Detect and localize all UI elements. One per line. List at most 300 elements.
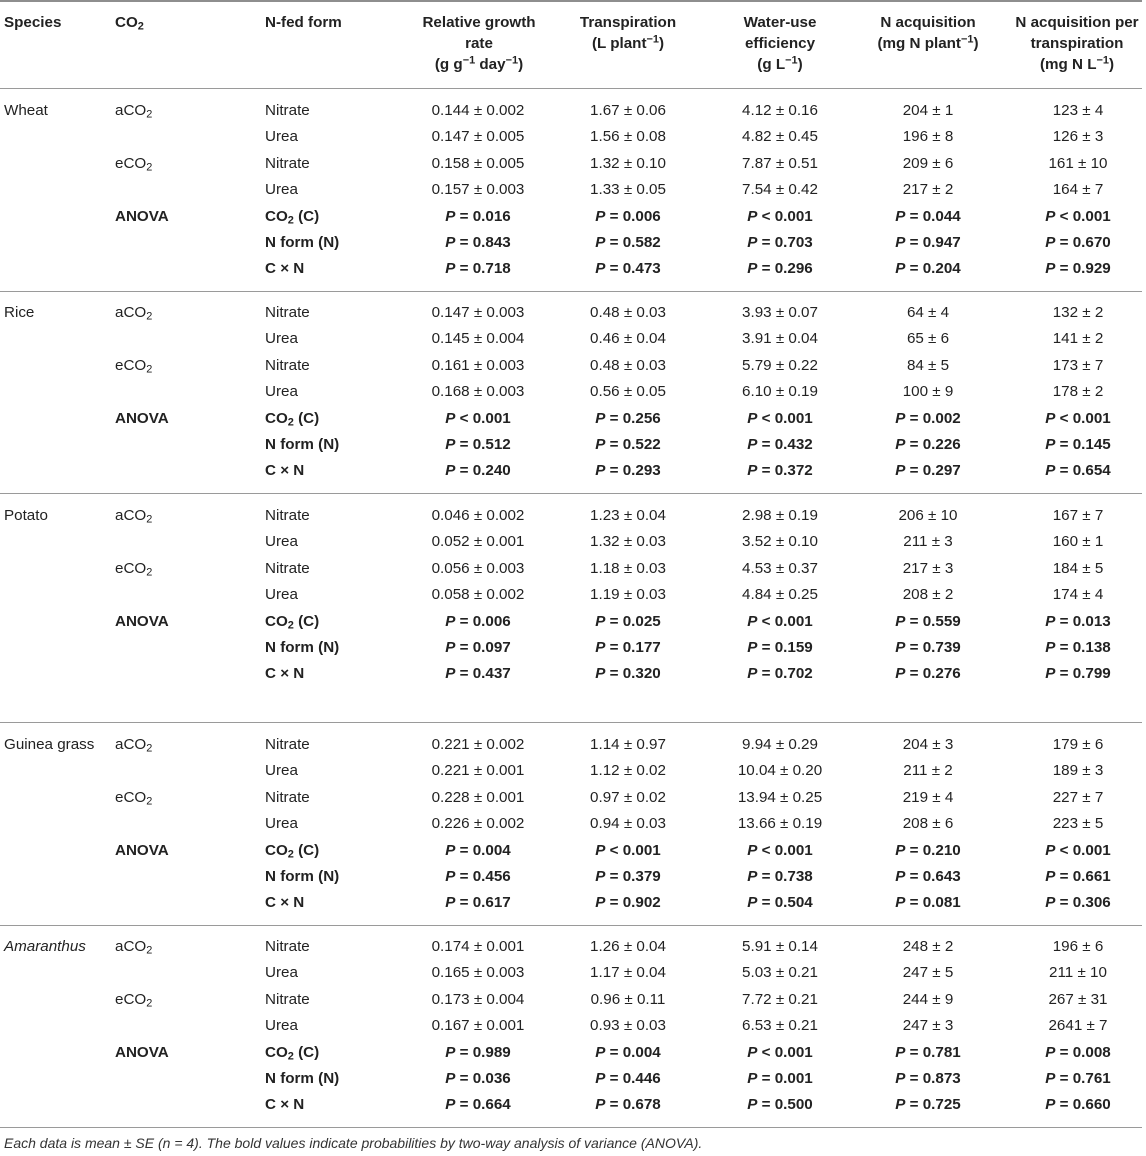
p-value-relative-growth-rate [398, 1044, 558, 1062]
p-value-text: = 0.296 [757, 260, 813, 278]
p-value-n-acquisition [848, 613, 1008, 631]
p-value-n-acquisition [848, 462, 1008, 480]
p-value-n-acquisition [848, 436, 1008, 454]
value-n-acquisition: 204 ± 3 [902, 736, 954, 753]
value-n-acquisition: 208 ± 6 [902, 815, 954, 833]
n-form-label: Nitrate [265, 507, 310, 524]
header-bottom-rule [0, 88, 1142, 89]
p-value-text: = 0.947 [905, 234, 961, 251]
co2-level-subscript: 2 [146, 566, 153, 579]
p-symbol: P [595, 462, 606, 480]
p-value-relative-growth-rate [398, 894, 558, 912]
n-form-label: Urea [265, 762, 298, 780]
p-value-transpiration [548, 894, 708, 912]
value-water-use-efficiency: 4.84 ± 0.25 [742, 586, 818, 604]
value-n-acquisition-per-transpiration: 132 ± 2 [1052, 304, 1104, 321]
value-water-use-efficiency: 6.53 ± 0.21 [742, 1017, 818, 1035]
value-n-acquisition: 244 ± 9 [902, 990, 954, 1008]
p-value-water-use-efficiency [700, 234, 860, 252]
n-form-label: Urea [265, 128, 298, 146]
value-n-acquisition: 65 ± 6 [906, 330, 950, 348]
p-value-text: = 0.036 [455, 1070, 511, 1087]
p-symbol: P [445, 894, 456, 912]
value-transpiration: 1.67 ± 0.06 [590, 102, 666, 119]
p-symbol: P [1045, 1070, 1056, 1087]
value-n-acquisition-per-transpiration: 179 ± 6 [1052, 736, 1104, 753]
value-relative-growth-rate: 0.167 ± 0.001 [431, 1017, 525, 1035]
p-symbol: P [1045, 894, 1056, 912]
p-value-text: = 0.437 [455, 665, 511, 683]
anova-factor-text: CO [265, 409, 288, 427]
anova-factor-text: (C) [293, 207, 320, 225]
p-symbol: P [445, 260, 456, 278]
value-n-acquisition-per-transpiration: 196 ± 6 [1052, 938, 1104, 955]
p-value-text: < 0.001 [1055, 207, 1111, 225]
p-value-text: < 0.001 [757, 612, 813, 630]
n-form-label: Nitrate [265, 736, 310, 753]
p-value-transpiration [548, 410, 708, 428]
anova-label: ANOVA [115, 612, 169, 630]
p-value-text: = 0.097 [455, 639, 511, 656]
p-value-n-acquisition-per-transpiration [998, 436, 1146, 454]
value-relative-growth-rate: 0.228 ± 0.001 [431, 788, 525, 806]
p-symbol: P [747, 612, 758, 630]
table-top-rule [0, 0, 1142, 2]
anova-factor-subscript: 2 [287, 416, 294, 429]
value-n-acquisition-per-transpiration: 184 ± 5 [1052, 559, 1104, 577]
p-symbol: P [595, 1096, 606, 1114]
n-form-label: Nitrate [265, 154, 310, 172]
p-value-n-acquisition [848, 410, 1008, 428]
header-n-acquisition-per-transpiration: N acquisition per transpiration (mg N $L^{-1}$) [1015, 14, 1139, 73]
p-value-text: = 0.177 [605, 639, 661, 656]
value-n-acquisition: 217 ± 2 [902, 181, 954, 199]
anova-label: ANOVA [115, 1043, 169, 1061]
p-symbol: P [1045, 207, 1056, 225]
p-value-text: = 0.293 [605, 462, 661, 480]
value-transpiration: 1.14 ± 0.97 [590, 736, 666, 753]
value-n-acquisition: 208 ± 2 [902, 586, 954, 604]
value-transpiration: 1.23 ± 0.04 [590, 507, 666, 524]
p-symbol: P [895, 234, 906, 251]
p-value-text: = 0.456 [455, 868, 511, 885]
p-value-text: = 0.989 [455, 1043, 511, 1061]
p-symbol: P [747, 1043, 758, 1061]
p-value-transpiration [548, 1096, 708, 1114]
co2-level [115, 304, 152, 322]
value-transpiration: 1.19 ± 0.03 [590, 586, 666, 604]
value-n-acquisition-per-transpiration: 178 ± 2 [1052, 383, 1104, 401]
value-n-acquisition-per-transpiration: 126 ± 3 [1052, 128, 1104, 146]
p-value-water-use-efficiency [700, 208, 860, 226]
value-relative-growth-rate: 0.158 ± 0.005 [431, 154, 525, 172]
anova-factor-n-form: N form (N) [265, 868, 340, 885]
anova-factor-text: CO [265, 207, 288, 225]
value-water-use-efficiency: 3.52 ± 0.10 [742, 533, 818, 551]
value-n-acquisition: 247 ± 3 [902, 1017, 954, 1035]
value-n-acquisition: 204 ± 1 [902, 102, 954, 119]
p-value-text: = 0.902 [605, 894, 661, 912]
p-value-text: = 0.718 [455, 260, 511, 278]
p-value-text: = 0.004 [455, 841, 511, 859]
n-form-label: Nitrate [265, 788, 310, 806]
co2-level-text: eCO [115, 990, 147, 1008]
p-symbol: P [445, 409, 456, 427]
value-relative-growth-rate: 0.221 ± 0.001 [431, 762, 525, 780]
p-symbol: P [445, 1070, 456, 1087]
p-value-text: = 0.702 [757, 665, 813, 683]
p-value-water-use-efficiency [700, 1044, 860, 1062]
p-value-n-acquisition [848, 639, 1008, 657]
p-symbol: P [595, 639, 606, 656]
group-divider [0, 1127, 1142, 1128]
value-n-acquisition-per-transpiration: 189 ± 3 [1052, 762, 1104, 780]
p-symbol: P [445, 462, 456, 480]
p-value-text: = 0.670 [1055, 234, 1111, 251]
value-relative-growth-rate: 0.157 ± 0.003 [431, 181, 525, 199]
value-transpiration: 0.46 ± 0.04 [590, 330, 666, 348]
p-value-text: = 0.008 [1055, 1043, 1111, 1061]
p-value-text: = 0.559 [905, 612, 961, 630]
value-water-use-efficiency: 3.93 ± 0.07 [742, 304, 818, 321]
p-value-text: = 0.929 [1055, 260, 1111, 278]
value-transpiration: 1.33 ± 0.05 [590, 181, 666, 199]
p-value-text: = 0.276 [905, 665, 961, 683]
value-transpiration: 0.48 ± 0.03 [590, 304, 666, 321]
n-form-label: Urea [265, 330, 298, 348]
co2-level-subscript: 2 [146, 513, 153, 526]
p-value-text: = 0.044 [905, 207, 961, 225]
value-transpiration: 1.18 ± 0.03 [590, 559, 666, 577]
p-value-text: < 0.001 [757, 409, 813, 427]
group-divider [0, 722, 1142, 723]
p-value-water-use-efficiency [700, 436, 860, 454]
p-symbol: P [595, 260, 606, 278]
p-symbol: P [445, 612, 456, 630]
value-relative-growth-rate: 0.161 ± 0.003 [431, 356, 525, 374]
p-value-text: = 0.159 [757, 639, 813, 656]
value-n-acquisition-per-transpiration: 174 ± 4 [1052, 586, 1104, 604]
p-value-water-use-efficiency [700, 613, 860, 631]
p-value-relative-growth-rate [398, 665, 558, 683]
value-water-use-efficiency: 13.94 ± 0.25 [737, 788, 823, 806]
value-water-use-efficiency: 6.10 ± 0.19 [742, 383, 818, 401]
value-relative-growth-rate: 0.058 ± 0.002 [431, 586, 525, 604]
co2-level-subscript: 2 [146, 795, 153, 808]
anova-factor-subscript: 2 [287, 1050, 294, 1063]
anova-factor-n-form: N form (N) [265, 1070, 340, 1087]
n-form-label: Urea [265, 586, 298, 604]
p-value-text: = 0.006 [455, 612, 511, 630]
p-value-text: < 0.001 [1055, 409, 1111, 427]
p-value-n-acquisition [848, 1070, 1008, 1088]
p-symbol: P [1045, 639, 1056, 656]
anova-factor-subscript: 2 [287, 619, 294, 632]
anova-factor-subscript: 2 [287, 214, 294, 227]
value-transpiration: 0.94 ± 0.03 [590, 815, 666, 833]
p-value-text: = 0.504 [757, 894, 813, 912]
p-value-text: = 0.016 [455, 207, 511, 225]
value-water-use-efficiency: 5.03 ± 0.21 [742, 964, 818, 982]
n-form-label: Nitrate [265, 559, 310, 577]
species-name: Guinea grass [4, 736, 95, 753]
co2-level-text: aCO [115, 102, 147, 119]
value-n-acquisition: 84 ± 5 [906, 356, 950, 374]
p-symbol: P [895, 1096, 906, 1114]
value-relative-growth-rate: 0.147 ± 0.005 [431, 128, 525, 146]
p-value-text: = 0.654 [1055, 462, 1111, 480]
value-relative-growth-rate: 0.145 ± 0.004 [431, 330, 525, 348]
p-symbol: P [1045, 665, 1056, 683]
co2-level-text: eCO [115, 356, 147, 374]
p-value-water-use-efficiency [700, 1096, 860, 1114]
value-water-use-efficiency: 9.94 ± 0.29 [742, 736, 818, 753]
value-n-acquisition-per-transpiration: 223 ± 5 [1052, 815, 1104, 833]
p-symbol: P [1045, 1043, 1056, 1061]
group-divider [0, 925, 1142, 926]
value-relative-growth-rate: 0.046 ± 0.002 [431, 507, 525, 524]
co2-level-subscript: 2 [146, 944, 153, 957]
p-value-text: = 0.379 [605, 868, 661, 885]
p-symbol: P [747, 1096, 758, 1114]
p-value-n-acquisition [848, 842, 1008, 860]
p-value-n-acquisition-per-transpiration [998, 842, 1146, 860]
p-symbol: P [1045, 409, 1056, 427]
header-n-acquisition: N acquisition (mg N plant$^{-1}$) [877, 14, 979, 52]
value-water-use-efficiency: 5.79 ± 0.22 [742, 356, 818, 374]
p-value-transpiration [548, 1070, 708, 1088]
p-symbol: P [595, 1070, 606, 1087]
p-value-text: = 0.738 [757, 868, 813, 885]
value-water-use-efficiency: 7.87 ± 0.51 [742, 154, 818, 172]
p-symbol: P [445, 639, 456, 656]
p-symbol: P [1045, 1096, 1056, 1114]
p-value-n-acquisition-per-transpiration [998, 868, 1146, 886]
p-value-n-acquisition-per-transpiration [998, 462, 1146, 480]
p-symbol: P [895, 894, 906, 912]
p-value-text: = 0.025 [605, 612, 661, 630]
value-transpiration: 1.26 ± 0.04 [590, 938, 666, 955]
p-value-text: = 0.522 [605, 436, 661, 453]
p-value-relative-growth-rate [398, 234, 558, 252]
p-symbol: P [747, 207, 758, 225]
p-symbol: P [445, 207, 456, 225]
p-symbol: P [595, 409, 606, 427]
species-name: Potato [4, 507, 48, 524]
p-value-relative-growth-rate [398, 868, 558, 886]
co2-level-subscript: 2 [146, 742, 153, 755]
p-value-n-acquisition [848, 665, 1008, 683]
header-water-use-efficiency: Water-use efficiency (g $L^{-1}$) [743, 14, 817, 73]
p-value-transpiration [548, 234, 708, 252]
value-relative-growth-rate: 0.226 ± 0.002 [431, 815, 525, 833]
p-value-text: < 0.001 [757, 1043, 813, 1061]
p-value-relative-growth-rate [398, 410, 558, 428]
p-value-n-acquisition-per-transpiration [998, 1070, 1146, 1088]
p-value-text: = 0.781 [905, 1043, 961, 1061]
p-value-text: = 0.081 [905, 894, 961, 912]
p-symbol: P [747, 1070, 758, 1087]
p-value-n-acquisition-per-transpiration [998, 1096, 1146, 1114]
p-symbol: P [747, 436, 758, 453]
value-n-acquisition: 219 ± 4 [902, 788, 954, 806]
species-name: Rice [4, 304, 35, 321]
p-symbol: P [595, 1043, 606, 1061]
p-value-relative-growth-rate [398, 842, 558, 860]
p-symbol: P [1045, 260, 1056, 278]
co2-level-subscript: 2 [146, 108, 153, 121]
p-value-text: = 0.306 [1055, 894, 1111, 912]
n-form-label: Nitrate [265, 356, 310, 374]
value-n-acquisition-per-transpiration: 160 ± 1 [1052, 533, 1104, 551]
p-value-water-use-efficiency [700, 410, 860, 428]
value-transpiration: 1.32 ± 0.10 [590, 154, 666, 172]
p-value-relative-growth-rate [398, 1070, 558, 1088]
value-n-acquisition-per-transpiration: 227 ± 7 [1052, 788, 1104, 806]
anova-factor-text: (C) [293, 612, 320, 630]
p-value-text: = 0.002 [905, 409, 961, 427]
value-relative-growth-rate: 0.165 ± 0.003 [431, 964, 525, 982]
anova-factor-interaction: C × N [265, 894, 305, 912]
anova-label: ANOVA [115, 207, 169, 225]
anova-factor-text: CO [265, 1043, 288, 1061]
table-footnote: Each data is mean ± SE (n = 4). The bold values indicate probabilities by two-way analysis of variance (ANOVA). [4, 1135, 703, 1151]
p-value-text: = 0.799 [1055, 665, 1111, 683]
n-form-label: Nitrate [265, 990, 310, 1008]
p-value-text: < 0.001 [605, 841, 661, 859]
p-symbol: P [445, 665, 456, 683]
value-transpiration: 1.12 ± 0.02 [590, 762, 666, 780]
n-form-label: Urea [265, 964, 298, 982]
p-symbol: P [1045, 234, 1056, 251]
co2-level-text: aCO [115, 938, 147, 955]
p-symbol: P [1045, 436, 1056, 453]
p-value-n-acquisition [848, 894, 1008, 912]
p-value-water-use-efficiency [700, 894, 860, 912]
value-water-use-efficiency: 10.04 ± 0.20 [737, 762, 823, 780]
p-symbol: P [595, 207, 606, 225]
p-value-relative-growth-rate [398, 462, 558, 480]
p-value-transpiration [548, 639, 708, 657]
p-value-n-acquisition-per-transpiration [998, 234, 1146, 252]
anova-factor-text: (C) [293, 1043, 320, 1061]
co2-level-text: eCO [115, 154, 147, 172]
group-divider [0, 291, 1142, 292]
anova-factor-co2 [265, 1044, 319, 1062]
p-value-text: = 0.678 [605, 1096, 661, 1114]
p-symbol: P [1045, 612, 1056, 630]
p-symbol: P [595, 665, 606, 683]
p-symbol: P [747, 894, 758, 912]
header-n-fed-form: N-fed form [265, 14, 342, 31]
anova-factor-co2 [265, 410, 319, 428]
header-relative-growth-rate: Relative growth rate (g $g^{-1}$ day$^{-1}$) [422, 14, 536, 73]
anova-factor-interaction: C × N [265, 665, 305, 683]
value-transpiration: 0.97 ± 0.02 [590, 788, 666, 806]
p-value-text: = 0.145 [1055, 436, 1111, 453]
p-symbol: P [595, 436, 606, 453]
p-symbol: P [895, 1070, 906, 1087]
value-relative-growth-rate: 0.174 ± 0.001 [431, 938, 525, 955]
p-value-text: = 0.256 [605, 409, 661, 427]
value-water-use-efficiency: 4.82 ± 0.45 [742, 128, 818, 146]
header-species: Species [4, 14, 62, 31]
p-symbol: P [747, 234, 758, 251]
p-value-transpiration [548, 868, 708, 886]
p-symbol: P [747, 462, 758, 480]
value-n-acquisition: 248 ± 2 [902, 938, 954, 955]
value-water-use-efficiency: 13.66 ± 0.19 [737, 815, 823, 833]
anova-factor-n-form: N form (N) [265, 639, 340, 656]
p-value-relative-growth-rate [398, 436, 558, 454]
co2-level [115, 789, 152, 807]
value-water-use-efficiency: 2.98 ± 0.19 [742, 507, 818, 524]
p-value-water-use-efficiency [700, 665, 860, 683]
p-value-n-acquisition-per-transpiration [998, 260, 1146, 278]
p-symbol: P [747, 260, 758, 278]
p-symbol: P [895, 436, 906, 453]
value-transpiration: 0.56 ± 0.05 [590, 383, 666, 401]
value-n-acquisition-per-transpiration: 211 ± 10 [1049, 964, 1107, 982]
p-value-text: = 0.240 [455, 462, 511, 480]
value-water-use-efficiency: 4.53 ± 0.37 [742, 559, 818, 577]
n-form-label: Urea [265, 181, 298, 199]
value-n-acquisition: 206 ± 10 [898, 507, 958, 524]
n-form-label: Nitrate [265, 304, 310, 321]
p-value-relative-growth-rate [398, 639, 558, 657]
p-value-text: = 0.204 [905, 260, 961, 278]
p-value-n-acquisition-per-transpiration [998, 639, 1146, 657]
anova-label: ANOVA [115, 841, 169, 859]
p-value-text: < 0.001 [1055, 841, 1111, 859]
p-symbol: P [445, 841, 456, 859]
value-relative-growth-rate: 0.147 ± 0.003 [431, 304, 525, 321]
anova-factor-co2 [265, 842, 319, 860]
anova-factor-n-form: N form (N) [265, 234, 340, 251]
p-symbol: P [895, 409, 906, 427]
p-value-text: = 0.446 [605, 1070, 661, 1087]
p-value-transpiration [548, 1044, 708, 1062]
value-relative-growth-rate: 0.221 ± 0.002 [431, 736, 525, 753]
p-value-n-acquisition-per-transpiration [998, 894, 1146, 912]
p-value-text: = 0.725 [905, 1096, 961, 1114]
n-form-label: Urea [265, 533, 298, 551]
p-symbol: P [747, 409, 758, 427]
p-symbol: P [895, 841, 906, 859]
p-value-text: = 0.703 [757, 234, 813, 251]
p-value-text: = 0.661 [1055, 868, 1111, 885]
p-symbol: P [895, 462, 906, 480]
p-symbol: P [895, 260, 906, 278]
value-water-use-efficiency: 7.54 ± 0.42 [742, 181, 818, 199]
p-value-relative-growth-rate [398, 1096, 558, 1114]
value-transpiration: 0.96 ± 0.11 [590, 990, 666, 1008]
p-value-n-acquisition-per-transpiration [998, 410, 1146, 428]
p-value-water-use-efficiency [700, 1070, 860, 1088]
p-value-text: = 0.320 [605, 665, 661, 683]
value-n-acquisition-per-transpiration: 2641 ± 7 [1048, 1017, 1108, 1035]
p-value-text: = 0.013 [1055, 612, 1111, 630]
p-symbol: P [1045, 868, 1056, 885]
header-co2: $CO_2$ [115, 14, 144, 33]
value-water-use-efficiency: 4.12 ± 0.16 [742, 102, 818, 119]
anova-factor-text: (C) [293, 409, 320, 427]
p-value-n-acquisition-per-transpiration [998, 208, 1146, 226]
value-n-acquisition: 100 ± 9 [902, 383, 954, 401]
p-symbol: P [747, 665, 758, 683]
p-symbol: P [895, 639, 906, 656]
value-n-acquisition-per-transpiration: 164 ± 7 [1052, 181, 1104, 199]
